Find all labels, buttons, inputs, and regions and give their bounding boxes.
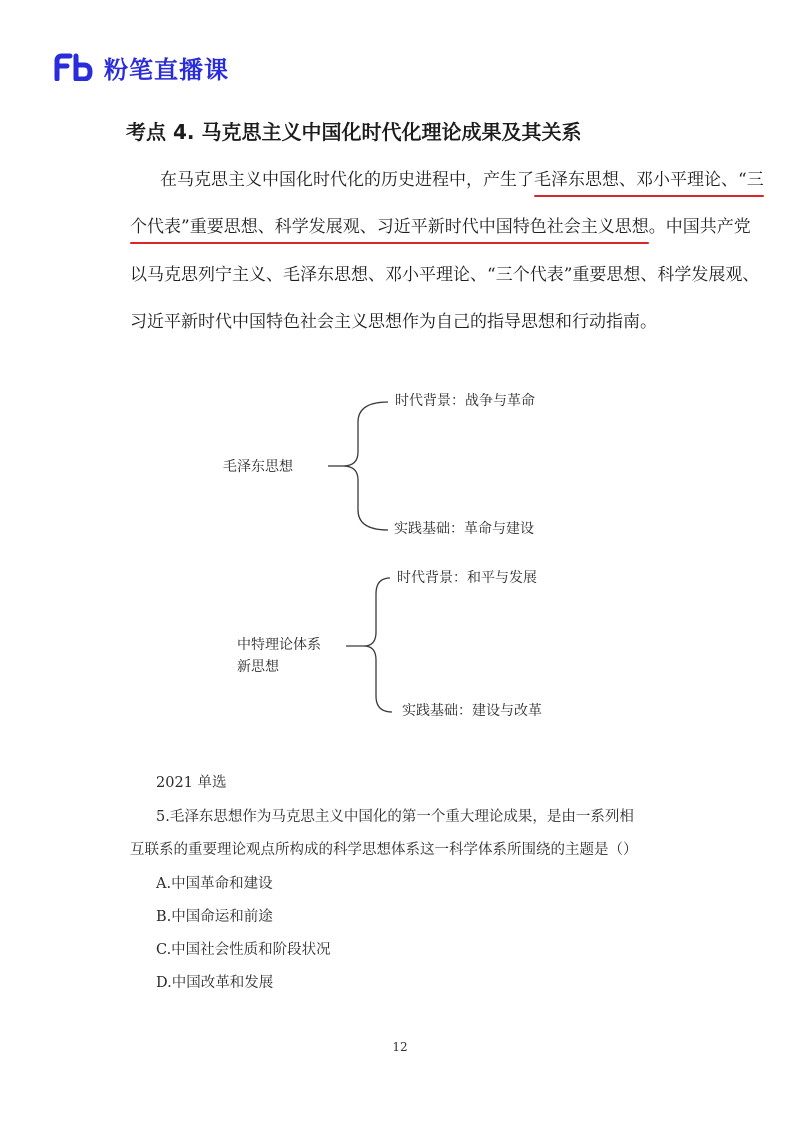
mao-practice: 实践基础：革命与建设: [394, 521, 534, 537]
option-b: B.中国命运和前途: [156, 909, 273, 925]
socialism-practice: 实践基础：建设与改革: [402, 703, 542, 719]
socialism-root-line1: 中特理论体系: [237, 637, 321, 653]
paragraph-line-1: [160, 165, 764, 190]
question-meta: 2021 单选: [156, 775, 227, 791]
underlined-text: 个代表”重要思想、科学发展观、习近平新时代中国特色社会主义思想: [130, 217, 649, 237]
mao-root: 毛泽东思想: [223, 459, 293, 475]
question-stem-line2: 互联系的重要理论观点所构成的科学思想体系这一科学体系所围绕的主题是（）: [130, 842, 638, 858]
paragraph-line-2: [130, 212, 751, 237]
brand-logo: [54, 50, 229, 84]
brand-text: 粉笔直播课: [104, 55, 229, 84]
section-title: 考点 4. 马克思主义中国化时代化理论成果及其关系: [126, 120, 582, 144]
paragraph-text: 在马克思主义中国化时代化的历史进程中，产生了: [160, 170, 534, 190]
fb-logo-icon: [54, 53, 94, 81]
option-c: C.中国社会性质和阶段状况: [156, 942, 331, 958]
socialism-background: 时代背景：和平与发展: [397, 570, 537, 586]
mao-background: 时代背景：战争与革命: [395, 393, 535, 409]
option-d: D.中国改革和发展: [156, 975, 274, 991]
question-stem-line1: 5.毛泽东思想作为马克思主义中国化的第一个重大理论成果，是由一系列相: [156, 809, 634, 825]
theory-diagram: [200, 370, 600, 730]
socialism-root-line2: 新思想: [237, 659, 279, 675]
paragraph-line-3: 以马克思列宁主义、毛泽东思想、邓小平理论、“三个代表”重要思想、科学发展观、: [130, 265, 760, 285]
brace-lines: [200, 370, 600, 730]
paragraph-text: 。中国共产党: [648, 217, 751, 237]
paragraph-line-4: 习近平新时代中国特色社会主义思想作为自己的指导思想和行动指南。: [130, 312, 657, 332]
option-a: A.中国革命和建设: [156, 876, 273, 892]
underlined-text: 毛泽东思想、邓小平理论、“三: [534, 170, 764, 190]
page-number: 12: [392, 1040, 408, 1054]
